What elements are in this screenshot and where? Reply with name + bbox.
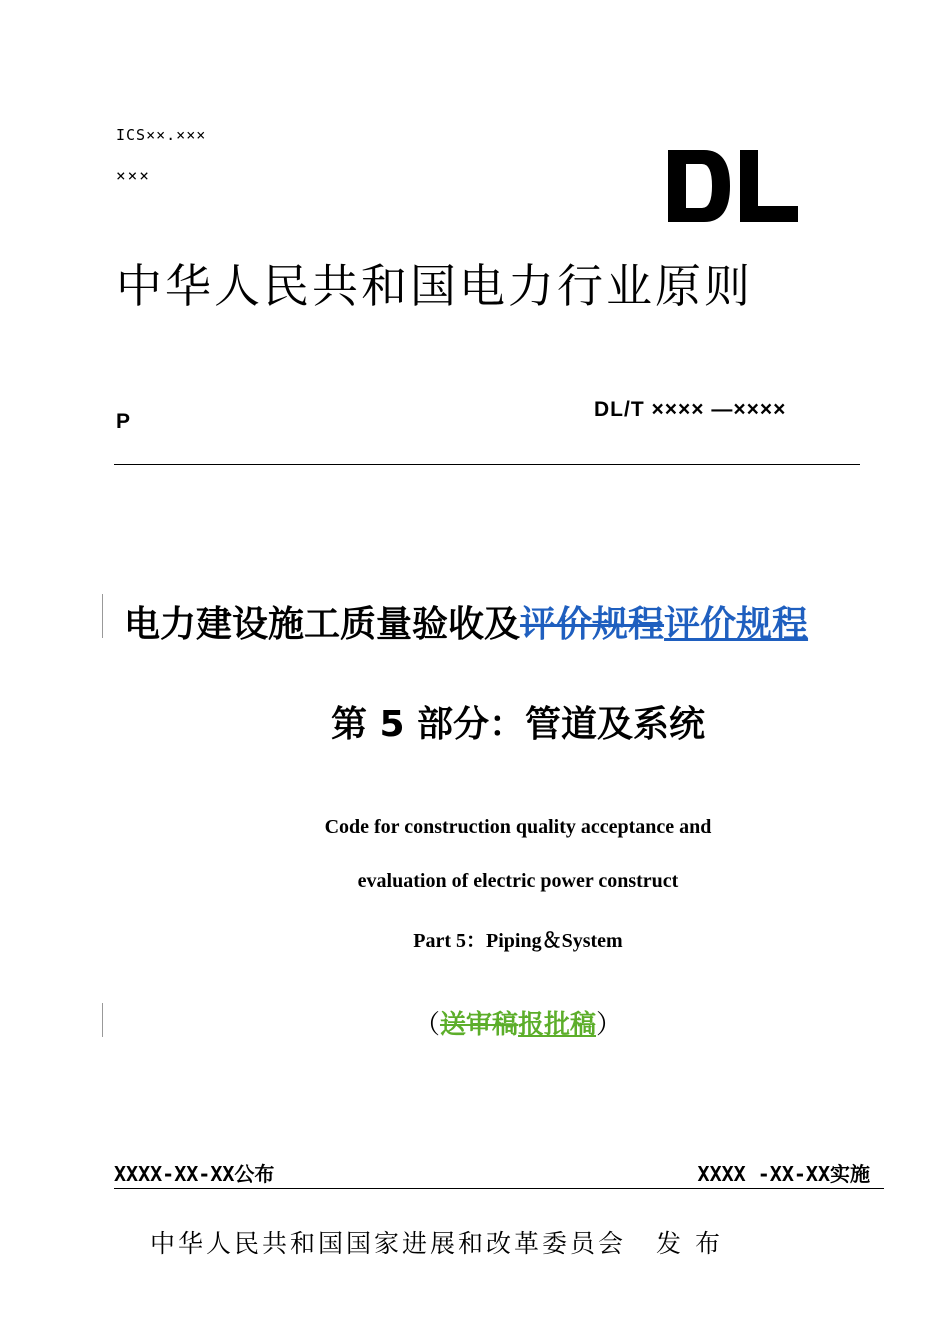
part-title: 第 5 部分：管道及系统 — [330, 704, 706, 745]
ics-code: ICS××.××× — [116, 126, 207, 144]
paren-open: （ — [413, 1010, 440, 1040]
english-title-line-2: evaluation of electric power construct — [357, 870, 679, 892]
publish-label: 公布 — [234, 1162, 275, 1186]
issuer-action: 发布 — [656, 1229, 735, 1258]
document-title-main: 电力建设施工质量验收及 — [124, 604, 521, 645]
truncated-text-line — [116, 204, 216, 212]
implement-label: 实施 — [830, 1162, 870, 1186]
header-rule — [114, 464, 860, 465]
inserted-revision-text: 评价规程 — [664, 604, 809, 645]
publish-date — [114, 1158, 274, 1187]
implement-date-value: XXXX -XX-XX — [697, 1162, 830, 1186]
main-title: 中华人民共和国电力行业原则 — [116, 259, 753, 313]
deleted-revision-text: 评价规程 — [520, 604, 665, 645]
footer-rule — [114, 1188, 884, 1189]
english-title-line-1: Code for construction quality acceptance and — [324, 816, 712, 838]
draft-status — [0, 1004, 950, 1041]
inserted-draft-text: 报批稿 — [518, 1010, 597, 1040]
standard-code: DL/T ×××× —×××× — [594, 398, 787, 421]
classification-code: ××× — [116, 166, 151, 185]
implement-date — [698, 1158, 870, 1187]
publish-date-value: XXXX-XX-XX — [114, 1162, 235, 1186]
p-mark: P — [116, 410, 131, 433]
dl-logo — [664, 150, 798, 222]
issuer-name: 中华人民共和国国家进展和改革委员会 — [150, 1229, 627, 1258]
document-title — [124, 596, 808, 647]
english-title-line-3: Part 5：Piping＆System — [413, 930, 623, 952]
deleted-draft-text: 送审稿 — [439, 1010, 518, 1040]
issuer — [150, 1224, 734, 1260]
revision-bar — [102, 594, 103, 638]
paren-close: ） — [596, 1010, 623, 1040]
